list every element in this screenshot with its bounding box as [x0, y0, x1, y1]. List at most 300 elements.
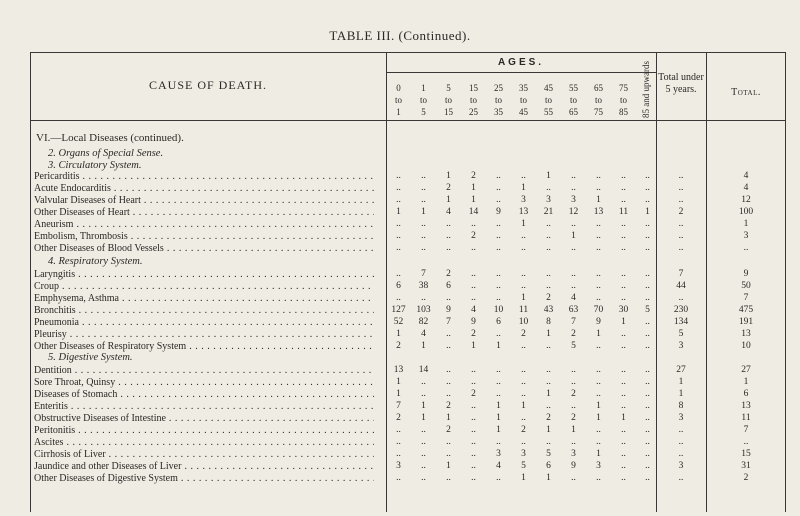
age-cell: ..	[571, 365, 576, 375]
age-cell: 1	[596, 401, 601, 411]
age-cell: 6	[446, 281, 451, 291]
age-cell: ..	[645, 231, 650, 241]
age-cell: ..	[421, 231, 426, 241]
age-cell: 3	[596, 461, 601, 471]
age-cell: ..	[645, 389, 650, 399]
total-under-5-cell: 2	[678, 207, 684, 217]
section-title: VI.—Local Diseases (continued).	[36, 132, 184, 144]
age-cell: 1	[596, 449, 601, 459]
age-cell: ..	[496, 171, 501, 181]
age-cell: ..	[446, 473, 451, 483]
age-cell: ..	[446, 449, 451, 459]
total-header: Total.	[731, 87, 761, 98]
age-85-upwards-header: 85 and upwards	[641, 61, 651, 118]
age-cell: 7	[571, 317, 576, 327]
age-cell: 4	[571, 293, 576, 303]
age-cell: ..	[496, 231, 501, 241]
age-cell: 1	[521, 219, 526, 229]
age-cell: 8	[546, 317, 551, 327]
cause-label: Aneurism . . .	[34, 219, 374, 230]
total-cell: 191	[738, 317, 754, 327]
age-cell: ..	[571, 401, 576, 411]
age-cell: ..	[471, 293, 476, 303]
table-row	[30, 317, 786, 328]
total-cell: 50	[741, 281, 751, 291]
table-row	[30, 243, 786, 254]
age-cell: ..	[446, 389, 451, 399]
total-under-5-cell: ..	[678, 243, 684, 253]
total-cell: 31	[741, 461, 751, 471]
age-cell: 2	[571, 389, 576, 399]
age-cell: ..	[421, 183, 426, 193]
age-cell: ..	[396, 293, 401, 303]
age-group-header: 0 to 1	[394, 83, 402, 117]
age-cell: 3	[571, 195, 576, 205]
age-cell: ..	[596, 437, 601, 447]
age-cell: 2	[571, 329, 576, 339]
table-row	[30, 269, 786, 280]
age-cell: ..	[446, 243, 451, 253]
header-divider	[30, 120, 786, 121]
age-cell: ..	[621, 219, 626, 229]
age-cell: ..	[621, 243, 626, 253]
cause-label: Acute Endocarditis . . .	[34, 183, 374, 194]
age-cell: ..	[571, 281, 576, 291]
age-cell: ..	[546, 365, 551, 375]
age-cell: ..	[645, 171, 650, 181]
age-cell: 10	[518, 317, 529, 327]
age-cell: 1	[421, 207, 426, 217]
age-cell: ..	[596, 231, 601, 241]
age-cell: ..	[521, 269, 526, 279]
age-cell: 2	[446, 425, 451, 435]
total-cell: 6	[743, 389, 749, 399]
age-cell: ..	[621, 401, 626, 411]
age-cell: ..	[521, 365, 526, 375]
table-row	[30, 437, 786, 448]
age-cell: 1	[496, 425, 501, 435]
age-cell: 1	[446, 461, 451, 471]
age-cell: ..	[645, 317, 650, 327]
age-cell: ..	[645, 195, 650, 205]
age-cell: ..	[645, 341, 650, 351]
total-under-5-cell: ..	[678, 231, 684, 241]
age-cell: ..	[621, 389, 626, 399]
age-cell: ..	[546, 269, 551, 279]
age-cell: ..	[621, 341, 626, 351]
cause-label: Cirrhosis of Liver . . .	[34, 449, 374, 460]
table-row	[30, 231, 786, 242]
age-cell: 1	[621, 317, 626, 327]
age-cell: ..	[621, 195, 626, 205]
age-cell: 1	[645, 207, 650, 217]
age-cell: ..	[571, 219, 576, 229]
age-cell: ..	[596, 389, 601, 399]
age-cell: ..	[645, 219, 650, 229]
total-cell: 15	[741, 449, 751, 459]
age-cell: 3	[496, 449, 501, 459]
age-cell: ..	[546, 281, 551, 291]
total-cell: 27	[741, 365, 751, 375]
age-cell: 6	[396, 281, 401, 291]
age-cell: ..	[496, 281, 501, 291]
age-cell: 1	[546, 329, 551, 339]
age-cell: ..	[645, 449, 650, 459]
age-cell: ..	[496, 329, 501, 339]
age-cell: 6	[546, 461, 551, 471]
total-cell: 7	[743, 293, 749, 303]
age-cell: 1	[396, 329, 401, 339]
table-row	[30, 341, 786, 352]
age-cell: ..	[396, 231, 401, 241]
total-cell: 1	[743, 377, 749, 387]
age-cell: 30	[618, 305, 629, 315]
age-cell: 1	[446, 195, 451, 205]
age-group-header: 55 to 65	[569, 83, 578, 117]
total-under-5-cell: 3	[678, 413, 684, 423]
age-cell: ..	[396, 183, 401, 193]
age-cell: ..	[645, 473, 650, 483]
age-cell: 5	[521, 461, 526, 471]
total-cell: 4	[743, 171, 749, 181]
age-cell: 1	[446, 171, 451, 181]
total-under-5-cell: ..	[678, 219, 684, 229]
table-row	[30, 183, 786, 194]
age-cell: ..	[596, 293, 601, 303]
cause-label: Ascites . . .	[34, 437, 374, 448]
age-cell: ..	[496, 365, 501, 375]
age-cell: ..	[596, 269, 601, 279]
table-row	[30, 377, 786, 388]
age-cell: ..	[621, 293, 626, 303]
age-cell: ..	[596, 377, 601, 387]
age-cell: 1	[496, 413, 501, 423]
age-cell: 14	[418, 365, 429, 375]
age-cell: 1	[471, 341, 476, 351]
age-cell: ..	[571, 243, 576, 253]
total-under-5-cell: ..	[678, 293, 684, 303]
total-under-5-cell: ..	[678, 195, 684, 205]
cause-label: Bronchitis . . .	[34, 305, 374, 316]
age-cell: 9	[596, 317, 601, 327]
age-cell: ..	[446, 365, 451, 375]
age-cell: ..	[645, 269, 650, 279]
age-cell: 13	[518, 207, 529, 217]
table-row	[30, 401, 786, 412]
age-cell: ..	[521, 413, 526, 423]
age-cell: ..	[396, 425, 401, 435]
age-cell: ..	[471, 281, 476, 291]
total-cell: 2	[743, 473, 749, 483]
age-cell: ..	[645, 329, 650, 339]
age-cell: 7	[421, 269, 426, 279]
age-cell: 3	[396, 461, 401, 471]
group-heading-digestive: 5. Digestive System.	[48, 352, 133, 363]
age-cell: 1	[496, 401, 501, 411]
cause-label: Other Diseases of Blood Vessels . . .	[34, 243, 374, 254]
age-cell: ..	[396, 449, 401, 459]
table-row	[30, 171, 786, 182]
total-under-5-cell: 44	[676, 281, 686, 291]
total-cell: 100	[738, 207, 754, 217]
age-cell: ..	[596, 171, 601, 181]
age-group-header: 5 to 15	[444, 83, 453, 117]
total-cell: ..	[743, 243, 749, 253]
total-cell: 1	[743, 219, 749, 229]
age-cell: 1	[546, 473, 551, 483]
age-cell: ..	[645, 413, 650, 423]
age-cell: 2	[446, 401, 451, 411]
age-cell: ..	[396, 171, 401, 181]
age-cell: ..	[471, 413, 476, 423]
age-cell: 11	[518, 305, 529, 315]
age-cell: 3	[521, 195, 526, 205]
age-cell: ..	[645, 293, 650, 303]
age-cell: ..	[496, 243, 501, 253]
cause-label: Peritonitis . . .	[34, 425, 374, 436]
age-cell: ..	[546, 231, 551, 241]
age-cell: 3	[521, 449, 526, 459]
age-cell: ..	[496, 293, 501, 303]
age-cell: 1	[446, 413, 451, 423]
age-cell: ..	[496, 183, 501, 193]
total-under-5-cell: 27	[676, 365, 686, 375]
age-cell: ..	[645, 243, 650, 253]
age-group-header: 35 to 45	[519, 83, 528, 117]
age-cell: ..	[546, 401, 551, 411]
total-cell: 4	[743, 183, 749, 193]
age-cell: ..	[496, 437, 501, 447]
age-cell: 2	[546, 293, 551, 303]
age-cell: 2	[521, 425, 526, 435]
cause-label: Diseases of Stomach . . .	[34, 389, 374, 400]
age-cell: ..	[645, 365, 650, 375]
group-heading-special-sense: 2. Organs of Special Sense.	[48, 148, 164, 159]
age-cell: ..	[621, 171, 626, 181]
age-cell: ..	[471, 449, 476, 459]
age-cell: ..	[496, 389, 501, 399]
age-group-header: 65 to 75	[594, 83, 603, 117]
age-cell: 1	[496, 341, 501, 351]
age-cell: ..	[521, 437, 526, 447]
age-cell: 1	[571, 425, 576, 435]
age-cell: ..	[396, 269, 401, 279]
age-cell: 70	[593, 305, 604, 315]
age-cell: ..	[571, 473, 576, 483]
age-cell: 5	[571, 341, 576, 351]
group-heading-respiratory: 4. Respiratory System.	[48, 256, 143, 267]
age-cell: 2	[471, 171, 476, 181]
age-cell: ..	[496, 219, 501, 229]
age-cell: ..	[546, 341, 551, 351]
age-cell: ..	[621, 365, 626, 375]
age-cell: ..	[421, 171, 426, 181]
age-cell: 127	[391, 305, 406, 315]
age-cell: 13	[393, 365, 404, 375]
age-cell: 2	[546, 413, 551, 423]
age-cell: 1	[521, 401, 526, 411]
age-cell: 38	[418, 281, 429, 291]
age-cell: ..	[621, 437, 626, 447]
age-cell: ..	[596, 473, 601, 483]
cause-label: Pneumonia . . .	[34, 317, 374, 328]
total-under-5-cell: 5	[678, 329, 684, 339]
table-row	[30, 413, 786, 424]
age-cell: ..	[621, 269, 626, 279]
age-group-header: 45 to 55	[544, 83, 553, 117]
age-cell: 7	[396, 401, 401, 411]
age-cell: ..	[421, 449, 426, 459]
age-cell: 3	[546, 195, 551, 205]
table-title: TABLE III. (Continued).	[329, 28, 471, 43]
age-cell: ..	[621, 281, 626, 291]
age-cell: ..	[546, 377, 551, 387]
age-cell: 1	[596, 195, 601, 205]
total-under-5-cell: ..	[678, 437, 684, 447]
cause-label: Sore Throat, Quinsy . . .	[34, 377, 374, 388]
age-cell: ..	[571, 377, 576, 387]
age-cell: ..	[471, 269, 476, 279]
age-cell: 4	[496, 461, 501, 471]
age-cell: 1	[546, 171, 551, 181]
table-row	[30, 449, 786, 460]
age-cell: 1	[521, 473, 526, 483]
ages-divider	[386, 72, 656, 73]
age-cell: 4	[446, 207, 451, 217]
age-cell: 2	[396, 341, 401, 351]
age-cell: ..	[621, 329, 626, 339]
age-cell: ..	[546, 437, 551, 447]
age-cell: 1	[571, 231, 576, 241]
age-cell: 2	[571, 413, 576, 423]
age-cell: ..	[546, 183, 551, 193]
age-cell: 2	[471, 231, 476, 241]
age-cell: ..	[446, 293, 451, 303]
cause-label: Other Diseases of Digestive System . . .	[34, 473, 374, 484]
age-cell: ..	[421, 473, 426, 483]
age-cell: ..	[645, 401, 650, 411]
age-cell: ..	[421, 377, 426, 387]
age-group-header: 15 to 25	[469, 83, 478, 117]
age-cell: ..	[421, 389, 426, 399]
age-cell: ..	[571, 183, 576, 193]
total-cell: 7	[743, 425, 749, 435]
age-cell: 1	[546, 389, 551, 399]
cause-label: Other Diseases of Respiratory System . . .	[34, 341, 374, 352]
age-cell: ..	[645, 281, 650, 291]
cause-label: Jaundice and other Diseases of Liver . . .	[34, 461, 374, 472]
age-cell: ..	[596, 365, 601, 375]
table-row	[30, 219, 786, 230]
age-cell: ..	[396, 473, 401, 483]
age-cell: 2	[471, 389, 476, 399]
table-row	[30, 293, 786, 304]
age-cell: ..	[521, 231, 526, 241]
age-cell: ..	[521, 281, 526, 291]
age-cell: ..	[496, 195, 501, 205]
total-under-5-cell: ..	[678, 449, 684, 459]
age-cell: ..	[446, 377, 451, 387]
age-cell: 2	[446, 269, 451, 279]
age-cell: 21	[543, 207, 554, 217]
age-cell: ..	[621, 231, 626, 241]
age-cell: ..	[496, 473, 501, 483]
age-cell: 10	[493, 305, 504, 315]
table-row	[30, 281, 786, 292]
cause-label: Pericarditis . . .	[34, 171, 374, 182]
total-cell: ..	[743, 437, 749, 447]
total-under-5-cell: ..	[678, 171, 684, 181]
age-cell: 43	[543, 305, 554, 315]
age-cell: ..	[471, 243, 476, 253]
age-cell: ..	[421, 243, 426, 253]
cause-label: Emphysema, Asthma . . .	[34, 293, 374, 304]
age-cell: ..	[546, 243, 551, 253]
age-cell: ..	[471, 365, 476, 375]
age-cell: 5	[546, 449, 551, 459]
age-cell: 5	[645, 305, 650, 315]
age-cell: ..	[446, 341, 451, 351]
age-cell: 9	[446, 305, 451, 315]
age-cell: ..	[471, 377, 476, 387]
age-cell: 9	[471, 317, 476, 327]
total-under-5-cell: 1	[678, 377, 684, 387]
age-cell: ..	[596, 341, 601, 351]
age-cell: ..	[596, 425, 601, 435]
cause-label: Croup . . .	[34, 281, 374, 292]
cause-label: Obstructive Diseases of Intestine . . .	[34, 413, 374, 424]
age-cell: ..	[596, 183, 601, 193]
age-cell: 6	[496, 317, 501, 327]
age-cell: 1	[396, 207, 401, 217]
age-cell: ..	[645, 377, 650, 387]
cause-label: Enteritis . . .	[34, 401, 374, 412]
age-group-header: 1 to 5	[419, 83, 427, 117]
age-cell: ..	[596, 219, 601, 229]
age-cell: ..	[421, 437, 426, 447]
age-group-header: 25 to 35	[494, 83, 503, 117]
age-cell: ..	[521, 341, 526, 351]
age-cell: ..	[645, 437, 650, 447]
age-cell: ..	[496, 377, 501, 387]
cause-label: Laryngitis . . .	[34, 269, 374, 280]
age-cell: 2	[471, 329, 476, 339]
age-cell: ..	[521, 389, 526, 399]
total-under-5-cell: ..	[678, 183, 684, 193]
total-cell: 475	[738, 305, 754, 315]
cause-label: Dentition . . .	[34, 365, 374, 376]
age-cell: ..	[396, 219, 401, 229]
total-under-5-header: Total under 5 years.	[658, 72, 704, 95]
table-row	[30, 207, 786, 218]
age-cell: ..	[621, 449, 626, 459]
age-cell: ..	[421, 219, 426, 229]
age-cell: ..	[471, 473, 476, 483]
age-cell: ..	[571, 269, 576, 279]
age-cell: ..	[396, 243, 401, 253]
cause-header: CAUSE OF DEATH.	[148, 78, 267, 92]
age-cell: ..	[446, 437, 451, 447]
age-cell: 1	[396, 377, 401, 387]
age-cell: 1	[421, 413, 426, 423]
age-cell: ..	[546, 219, 551, 229]
age-cell: ..	[621, 473, 626, 483]
total-under-5-cell: 1	[678, 389, 684, 399]
total-cell: 9	[743, 269, 749, 279]
age-cell: ..	[596, 243, 601, 253]
table-row	[30, 473, 786, 484]
age-cell: ..	[396, 437, 401, 447]
